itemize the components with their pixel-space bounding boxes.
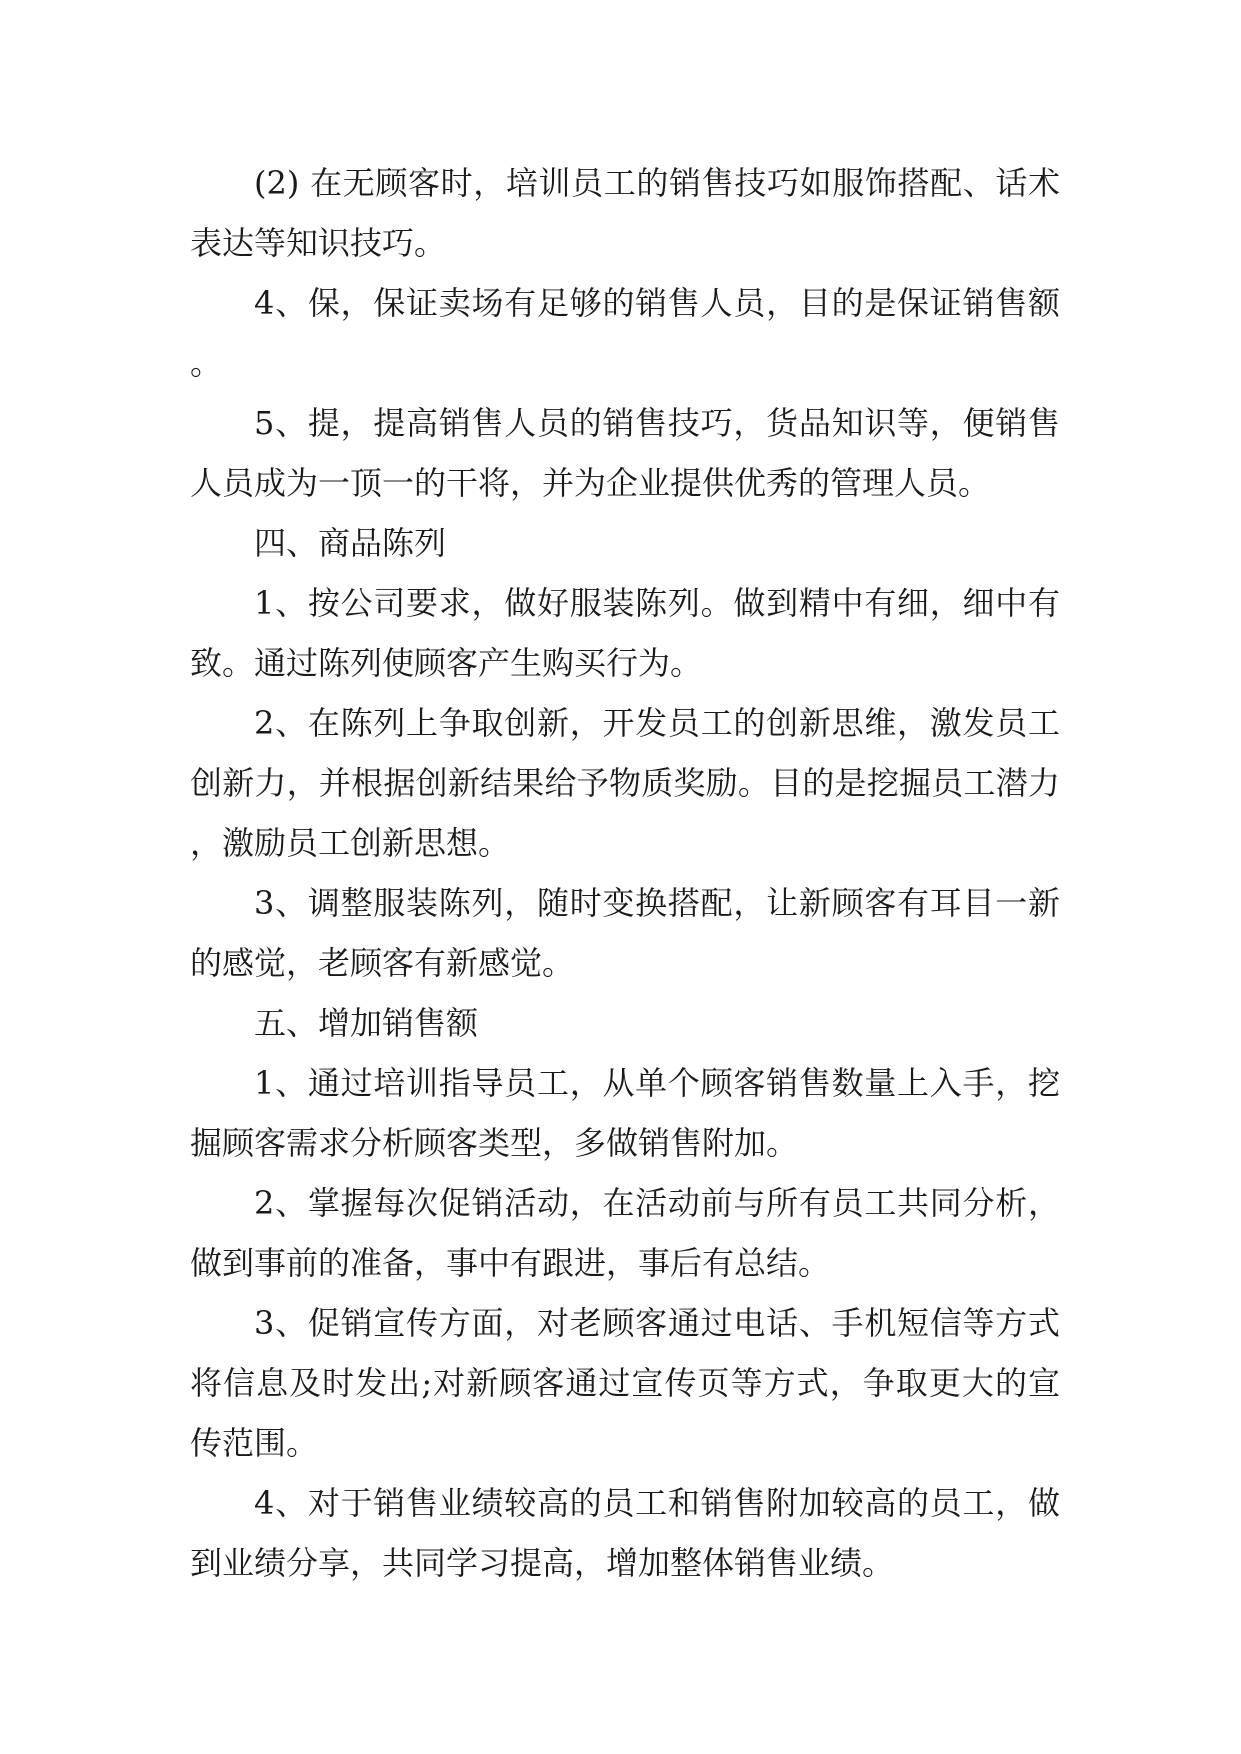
paragraph-promotion-publicity: 3、促销宣传方面，对老顾客通过电话、手机短信等方式将信息及时发出;对新顾客通过宣传页等方式，争取更大的宣传范围。 <box>190 1304 1060 1462</box>
paragraph-training-skills: (2) 在无顾客时，培训员工的销售技巧如服饰搭配、话术表达等知识技巧。 <box>190 164 1060 262</box>
paragraph-promotion-analysis: 2、掌握每次促销活动，在活动前与所有员工共同分析，做到事前的准备，事中有跟进，事后有总结。 <box>190 1184 1060 1282</box>
paragraph-display-requirements: 1、按公司要求，做好服装陈列。做到精中有细，细中有致。通过陈列使顾客产生购买行为。 <box>190 584 1060 682</box>
document-body <box>190 153 1060 1593</box>
paragraph-improve-skills: 5、提，提高销售人员的销售技巧，货品知识等，便销售人员成为一顶一的干将，并为企业提供优秀的管理人员。 <box>190 404 1060 502</box>
section-heading-increase-sales: 五、增加销售额 <box>254 1004 479 1042</box>
paragraph-performance-sharing: 4、对于销售业绩较高的员工和销售附加较高的员工，做到业绩分享，共同学习提高，增加整体销售业绩。 <box>190 1484 1060 1582</box>
paragraph-training-guidance: 1、通过培训指导员工，从单个顾客销售数量上入手，挖掘顾客需求分析顾客类型，多做销售附加。 <box>190 1064 1060 1162</box>
section-heading-merchandise-display: 四、商品陈列 <box>254 524 447 562</box>
paragraph-ensure-staff: 4、保，保证卖场有足够的销售人员，目的是保证销售额。 <box>190 284 1060 382</box>
paragraph-display-innovation: 2、在陈列上争取创新，开发员工的创新思维，激发员工创新力，并根据创新结果给予物质奖励。目的是挖掘员工潜力，激励员工创新思想。 <box>190 704 1060 862</box>
paragraph-adjust-display: 3、调整服装陈列，随时变换搭配，让新顾客有耳目一新的感觉，老顾客有新感觉。 <box>190 884 1060 982</box>
